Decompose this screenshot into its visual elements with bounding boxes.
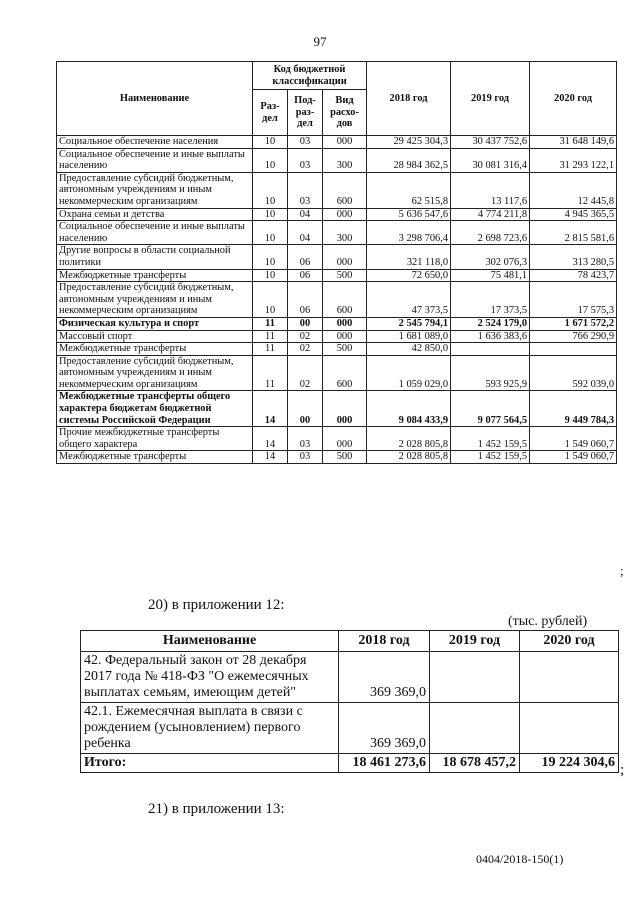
cell-a: 2 545 794,1 [367, 317, 451, 330]
cell-r: 10 [253, 136, 288, 149]
table-row [57, 427, 617, 451]
cell-b: 13 117,6 [451, 172, 530, 208]
cell-v: 600 [323, 172, 367, 208]
table-row [57, 208, 617, 221]
cell-v: 300 [323, 221, 367, 245]
cell-a: 5 636 547,6 [367, 208, 451, 221]
cell-name: Другие вопросы в области социальной политики [57, 245, 253, 269]
cell-name: Межбюджетные трансферты общего характера бюджетам бюджетной системы Российской Федерации [57, 391, 253, 427]
cell-a: 1 681 089,0 [367, 330, 451, 343]
cell-name: Массовый спорт [57, 330, 253, 343]
cell-r: 14 [253, 427, 288, 451]
cell-pr: 06 [288, 245, 323, 269]
cell-c: 766 290,9 [530, 330, 617, 343]
table-row [81, 703, 619, 754]
cell-c: 12 445,8 [530, 172, 617, 208]
header-podrazdel: Под-раз-дел [288, 90, 323, 136]
cell-v: 000 [323, 245, 367, 269]
cell-c [520, 652, 619, 703]
cell-name: Прочие межбюджетные трансферты общего характера [57, 427, 253, 451]
cell-b [430, 652, 520, 703]
cell-b: 4 774 211,8 [451, 208, 530, 221]
table-row [57, 148, 617, 172]
cell-c: 1 549 060,7 [530, 427, 617, 451]
cell-a: 369 369,0 [339, 703, 430, 754]
units-label: (тыс. рублей) [508, 614, 588, 629]
table-row [81, 652, 619, 703]
cell-name: Предоставление субсидий бюджетным, автономным учреждениям и иным некоммерческим организациям [57, 172, 253, 208]
header-2020: 2020 год [530, 62, 617, 136]
cell-c: 2 815 581,6 [530, 221, 617, 245]
cell-name: Межбюджетные трансферты [57, 343, 253, 356]
table-row [57, 330, 617, 343]
cell-v: 000 [323, 136, 367, 149]
t2-header-2019: 2019 год [430, 631, 520, 652]
cell-v: 000 [323, 427, 367, 451]
cell-b: 2 698 723,6 [451, 221, 530, 245]
cell-a: 2 028 805,8 [367, 451, 451, 464]
t2-header-2020: 2020 год [520, 631, 619, 652]
cell-a: 42 850,0 [367, 343, 451, 356]
header-razdel: Раз-дел [253, 90, 288, 136]
cell-c: 31 293 122,1 [530, 148, 617, 172]
cell-b [430, 703, 520, 754]
table2-end-mark: ; [620, 762, 625, 778]
cell-r: 10 [253, 148, 288, 172]
budget-table [56, 61, 617, 464]
appendix-12-table [80, 630, 619, 773]
cell-b: 1 452 159,5 [451, 451, 530, 464]
document-code: 0404/2018-150(1) [476, 852, 564, 866]
cell-a: 72 650,0 [367, 269, 451, 282]
cell-r: 11 [253, 343, 288, 356]
header-name: Наименование [57, 62, 253, 136]
cell-name: Предоставление субсидий бюджетным, автономным учреждениям и иным некоммерческим организациям [57, 355, 253, 391]
cell-pr: 00 [288, 391, 323, 427]
cell-v: 500 [323, 343, 367, 356]
cell-pr: 02 [288, 330, 323, 343]
table-row [57, 221, 617, 245]
cell-v: 600 [323, 355, 367, 391]
section-21-heading: 21) в приложении 13: [148, 801, 285, 817]
cell-name: Физическая культура и спорт [57, 317, 253, 330]
cell-pr: 00 [288, 317, 323, 330]
total-a: 18 461 273,6 [339, 754, 430, 773]
t2-header-name: Наименование [81, 631, 339, 652]
cell-v: 300 [323, 148, 367, 172]
cell-v: 000 [323, 330, 367, 343]
table-row [57, 269, 617, 282]
cell-b: 75 481,1 [451, 269, 530, 282]
cell-name: 42. Федеральный закон от 28 декабря 2017 года № 418-ФЗ "О ежемесячных выплатах семьям, имеющим детей" [81, 652, 339, 703]
cell-c [520, 703, 619, 754]
cell-pr: 02 [288, 343, 323, 356]
table1-end-mark: ; [620, 563, 624, 578]
table-row [57, 391, 617, 427]
total-row [81, 754, 619, 773]
cell-name: Охрана семьи и детства [57, 208, 253, 221]
header-2019: 2019 год [451, 62, 530, 136]
cell-r: 11 [253, 317, 288, 330]
table-row [57, 317, 617, 330]
cell-c: 1 671 572,2 [530, 317, 617, 330]
cell-name: Социальное обеспечение населения [57, 136, 253, 149]
cell-b: 30 081 316,4 [451, 148, 530, 172]
cell-name: Социальное обеспечение и иные выплаты населению [57, 148, 253, 172]
cell-b: 2 524 179,0 [451, 317, 530, 330]
table-row [57, 451, 617, 464]
total-name: Итого: [81, 754, 339, 773]
table-row [57, 245, 617, 269]
cell-b: 17 373,5 [451, 282, 530, 318]
cell-c: 31 648 149,6 [530, 136, 617, 149]
header-vid: Вид расхо-дов [323, 90, 367, 136]
cell-pr: 04 [288, 221, 323, 245]
cell-c: 9 449 784,3 [530, 391, 617, 427]
cell-b: 302 076,3 [451, 245, 530, 269]
cell-r: 10 [253, 282, 288, 318]
cell-r: 10 [253, 269, 288, 282]
cell-v: 600 [323, 282, 367, 318]
cell-b: 30 437 752,6 [451, 136, 530, 149]
cell-v: 000 [323, 317, 367, 330]
cell-r: 14 [253, 451, 288, 464]
cell-pr: 06 [288, 282, 323, 318]
cell-b: 9 077 564,5 [451, 391, 530, 427]
total-b: 18 678 457,2 [430, 754, 520, 773]
cell-c: 1 549 060,7 [530, 451, 617, 464]
cell-r: 10 [253, 245, 288, 269]
cell-b: 593 925,9 [451, 355, 530, 391]
cell-c: 4 945 365,5 [530, 208, 617, 221]
cell-c: 78 423,7 [530, 269, 617, 282]
cell-c [530, 343, 617, 356]
cell-name: Межбюджетные трансферты [57, 269, 253, 282]
cell-a: 62 515,8 [367, 172, 451, 208]
cell-pr: 03 [288, 451, 323, 464]
cell-b: 1 636 383,6 [451, 330, 530, 343]
cell-r: 10 [253, 221, 288, 245]
cell-name: Социальное обеспечение и иные выплаты населению [57, 221, 253, 245]
cell-r: 10 [253, 172, 288, 208]
cell-a: 321 118,0 [367, 245, 451, 269]
cell-r: 11 [253, 355, 288, 391]
table-row [57, 136, 617, 149]
cell-pr: 03 [288, 136, 323, 149]
cell-name: Межбюджетные трансферты [57, 451, 253, 464]
cell-v: 500 [323, 451, 367, 464]
cell-a: 369 369,0 [339, 652, 430, 703]
total-c: 19 224 304,6 [520, 754, 619, 773]
cell-pr: 03 [288, 427, 323, 451]
cell-a: 47 373,5 [367, 282, 451, 318]
cell-pr: 03 [288, 148, 323, 172]
cell-c: 592 039,0 [530, 355, 617, 391]
cell-a: 1 059 029,0 [367, 355, 451, 391]
table-row [57, 282, 617, 318]
cell-v: 500 [323, 269, 367, 282]
cell-v: 000 [323, 208, 367, 221]
cell-pr: 02 [288, 355, 323, 391]
cell-r: 14 [253, 391, 288, 427]
cell-c: 17 575,3 [530, 282, 617, 318]
table-row [57, 355, 617, 391]
cell-a: 2 028 805,8 [367, 427, 451, 451]
cell-pr: 04 [288, 208, 323, 221]
cell-a: 29 425 304,3 [367, 136, 451, 149]
page-number: 97 [313, 34, 327, 49]
cell-a: 3 298 706,4 [367, 221, 451, 245]
section-20-heading: 20) в приложении 12: [148, 597, 285, 613]
header-2018: 2018 год [367, 62, 451, 136]
cell-a: 9 084 433,9 [367, 391, 451, 427]
table-row [57, 343, 617, 356]
cell-b [451, 343, 530, 356]
t2-header-2018: 2018 год [339, 631, 430, 652]
cell-b: 1 452 159,5 [451, 427, 530, 451]
cell-a: 28 984 362,5 [367, 148, 451, 172]
cell-r: 11 [253, 330, 288, 343]
cell-r: 10 [253, 208, 288, 221]
table-row [57, 172, 617, 208]
cell-name: Предоставление субсидий бюджетным, автономным учреждениям и иным некоммерческим организациям [57, 282, 253, 318]
cell-c: 313 280,5 [530, 245, 617, 269]
cell-pr: 03 [288, 172, 323, 208]
cell-pr: 06 [288, 269, 323, 282]
cell-name: 42.1. Ежемесячная выплата в связи с рождением (усыновлением) первого ребенка [81, 703, 339, 754]
cell-v: 000 [323, 391, 367, 427]
header-code-group: Код бюджетной классификации [253, 62, 367, 90]
